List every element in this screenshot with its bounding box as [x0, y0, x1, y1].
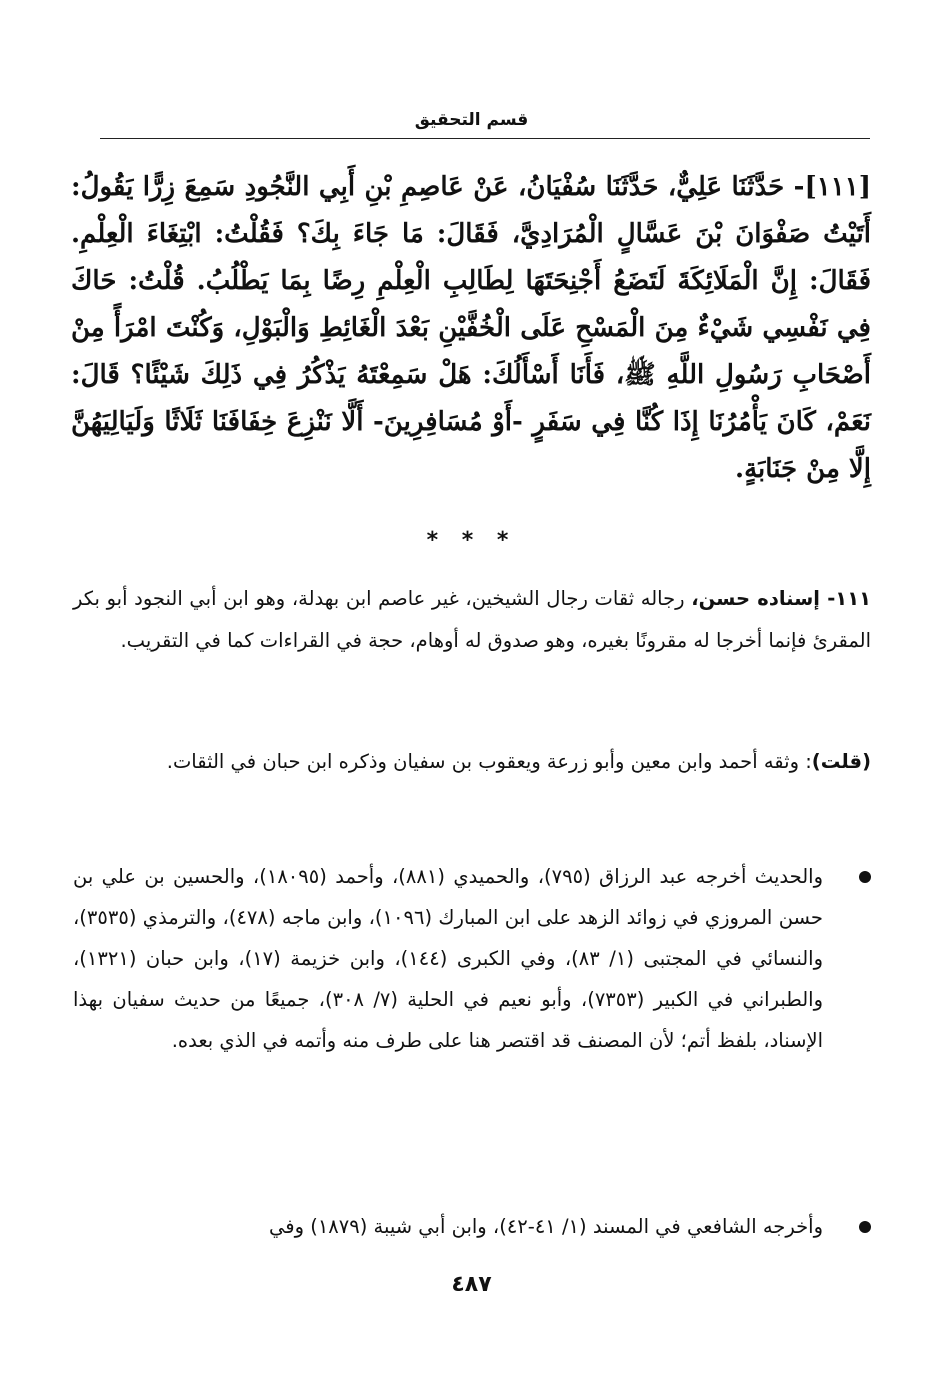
hadith-text: [١١١]- حَدَّثَنَا عَلِيٌّ، حَدَّثَنَا سُفْيَانُ، عَنْ عَاصِمِ بْنِ أَبِي النَّجُودِ سَمِعَ زِرًّا يَقُولُ: أَتَيْتُ صَفْوَانَ بْنَ عَسَّالٍ الْمُرَادِيَّ، فَقَالَ: مَا جَاءَ بِكَ؟ فَقُلْتُ: ابْتِغَاءَ الْعِلْمِ. فَقَالَ: إِنَّ الْمَلَائِكَةَ لَتَضَعُ أَجْنِحَتَهَا لِطَالِبِ الْعِلْمِ رِضًا بِمَا يَطْلُبُ. قُلْتُ: حَاكَ فِي نَفْسِي شَيْءٌ مِنَ الْمَسْحِ عَلَى الْخُفَّيْنِ بَعْدَ الْغَائِطِ وَالْبَوْلِ، وَكُنْتَ امْرَأً مِنْ أَصْحَابِ رَسُولِ اللَّهِ ﷺ، فَأَنَا أَسْأَلُكَ: هَلْ سَمِعْتَهُ يَذْكُرُ فِي ذَلِكَ شَيْئًا؟ قَالَ: نَعَمْ، كَانَ يَأْمُرُنَا إِذَا كُنَّا فِي سَفَرٍ -أَوْ مُسَافِرِينَ- أَلَّا نَنْزِعَ خِفَافَنَا ثَلَاثًا وَلَيَالِيَهُنَّ إِلَّا مِنْ جَنَابَةٍ. — [71, 172, 871, 484]
isnad-grade-text: رجاله ثقات رجال الشيخين، غير عاصم ابن بهدلة، وهو ابن أبي النجود أبو بكر المقرئ فإنما أخرجا له مقرونًا بغيره، وهو صدوق له أوهام، حجة في القراءات كما في التقريب. — [73, 587, 871, 652]
running-title: قسم التحقيق — [414, 110, 529, 130]
takhrij-list-continued — [73, 1206, 871, 1247]
author-note — [73, 741, 871, 783]
page-number: ٤٨٧ — [451, 1272, 492, 1297]
bullet-icon — [859, 1221, 871, 1233]
author-note-label: (قلت) — [811, 750, 871, 773]
isnad-grade-label: ١١١- إسناده حسن، — [691, 587, 872, 610]
list-item — [73, 1206, 871, 1247]
isnad-commentary — [73, 578, 871, 662]
author-note-text: : وثقه أحمد وابن معين وأبو زرعة ويعقوب بن سفيان وذكره ابن حبان في الثقات. — [166, 750, 812, 773]
header-rule — [100, 138, 870, 139]
list-item-text: وأخرجه الشافعي في المسند (١/ ٤١-٤٢)، وابن أبي شيبة (١٨٧٩) وفي — [269, 1215, 823, 1238]
takhrij-list — [73, 856, 871, 1061]
section-separator: * * * — [426, 528, 517, 553]
list-item — [73, 856, 871, 1061]
bullet-icon — [859, 871, 871, 883]
list-item-text: والحديث أخرجه عبد الرزاق (٧٩٥)، والحميدي (٨٨١)، وأحمد (١٨٠٩٥)، والحسين بن علي بن حسن المروزي في زوائد الزهد على ابن المبارك (١٠٩٦)، وابن ماجه (٤٧٨)، والترمذي (٣٥٣٥)، والنسائي في المجتبى (١/ ٨٣)، وفي الكبرى (١٤٤)، وابن خزيمة (١٧)، وابن حبان (١٣٢١)، والطبراني في الكبير (٧٣٥٣)، وأبو نعيم في الحلية (٧/ ٣٠٨)، جميعًا من حديث سفيان بهذا الإسناد، بلفظ أتم؛ لأن المصنف قد اقتصر هنا على طرف منه وأتمه في الذي بعده. — [73, 865, 824, 1052]
